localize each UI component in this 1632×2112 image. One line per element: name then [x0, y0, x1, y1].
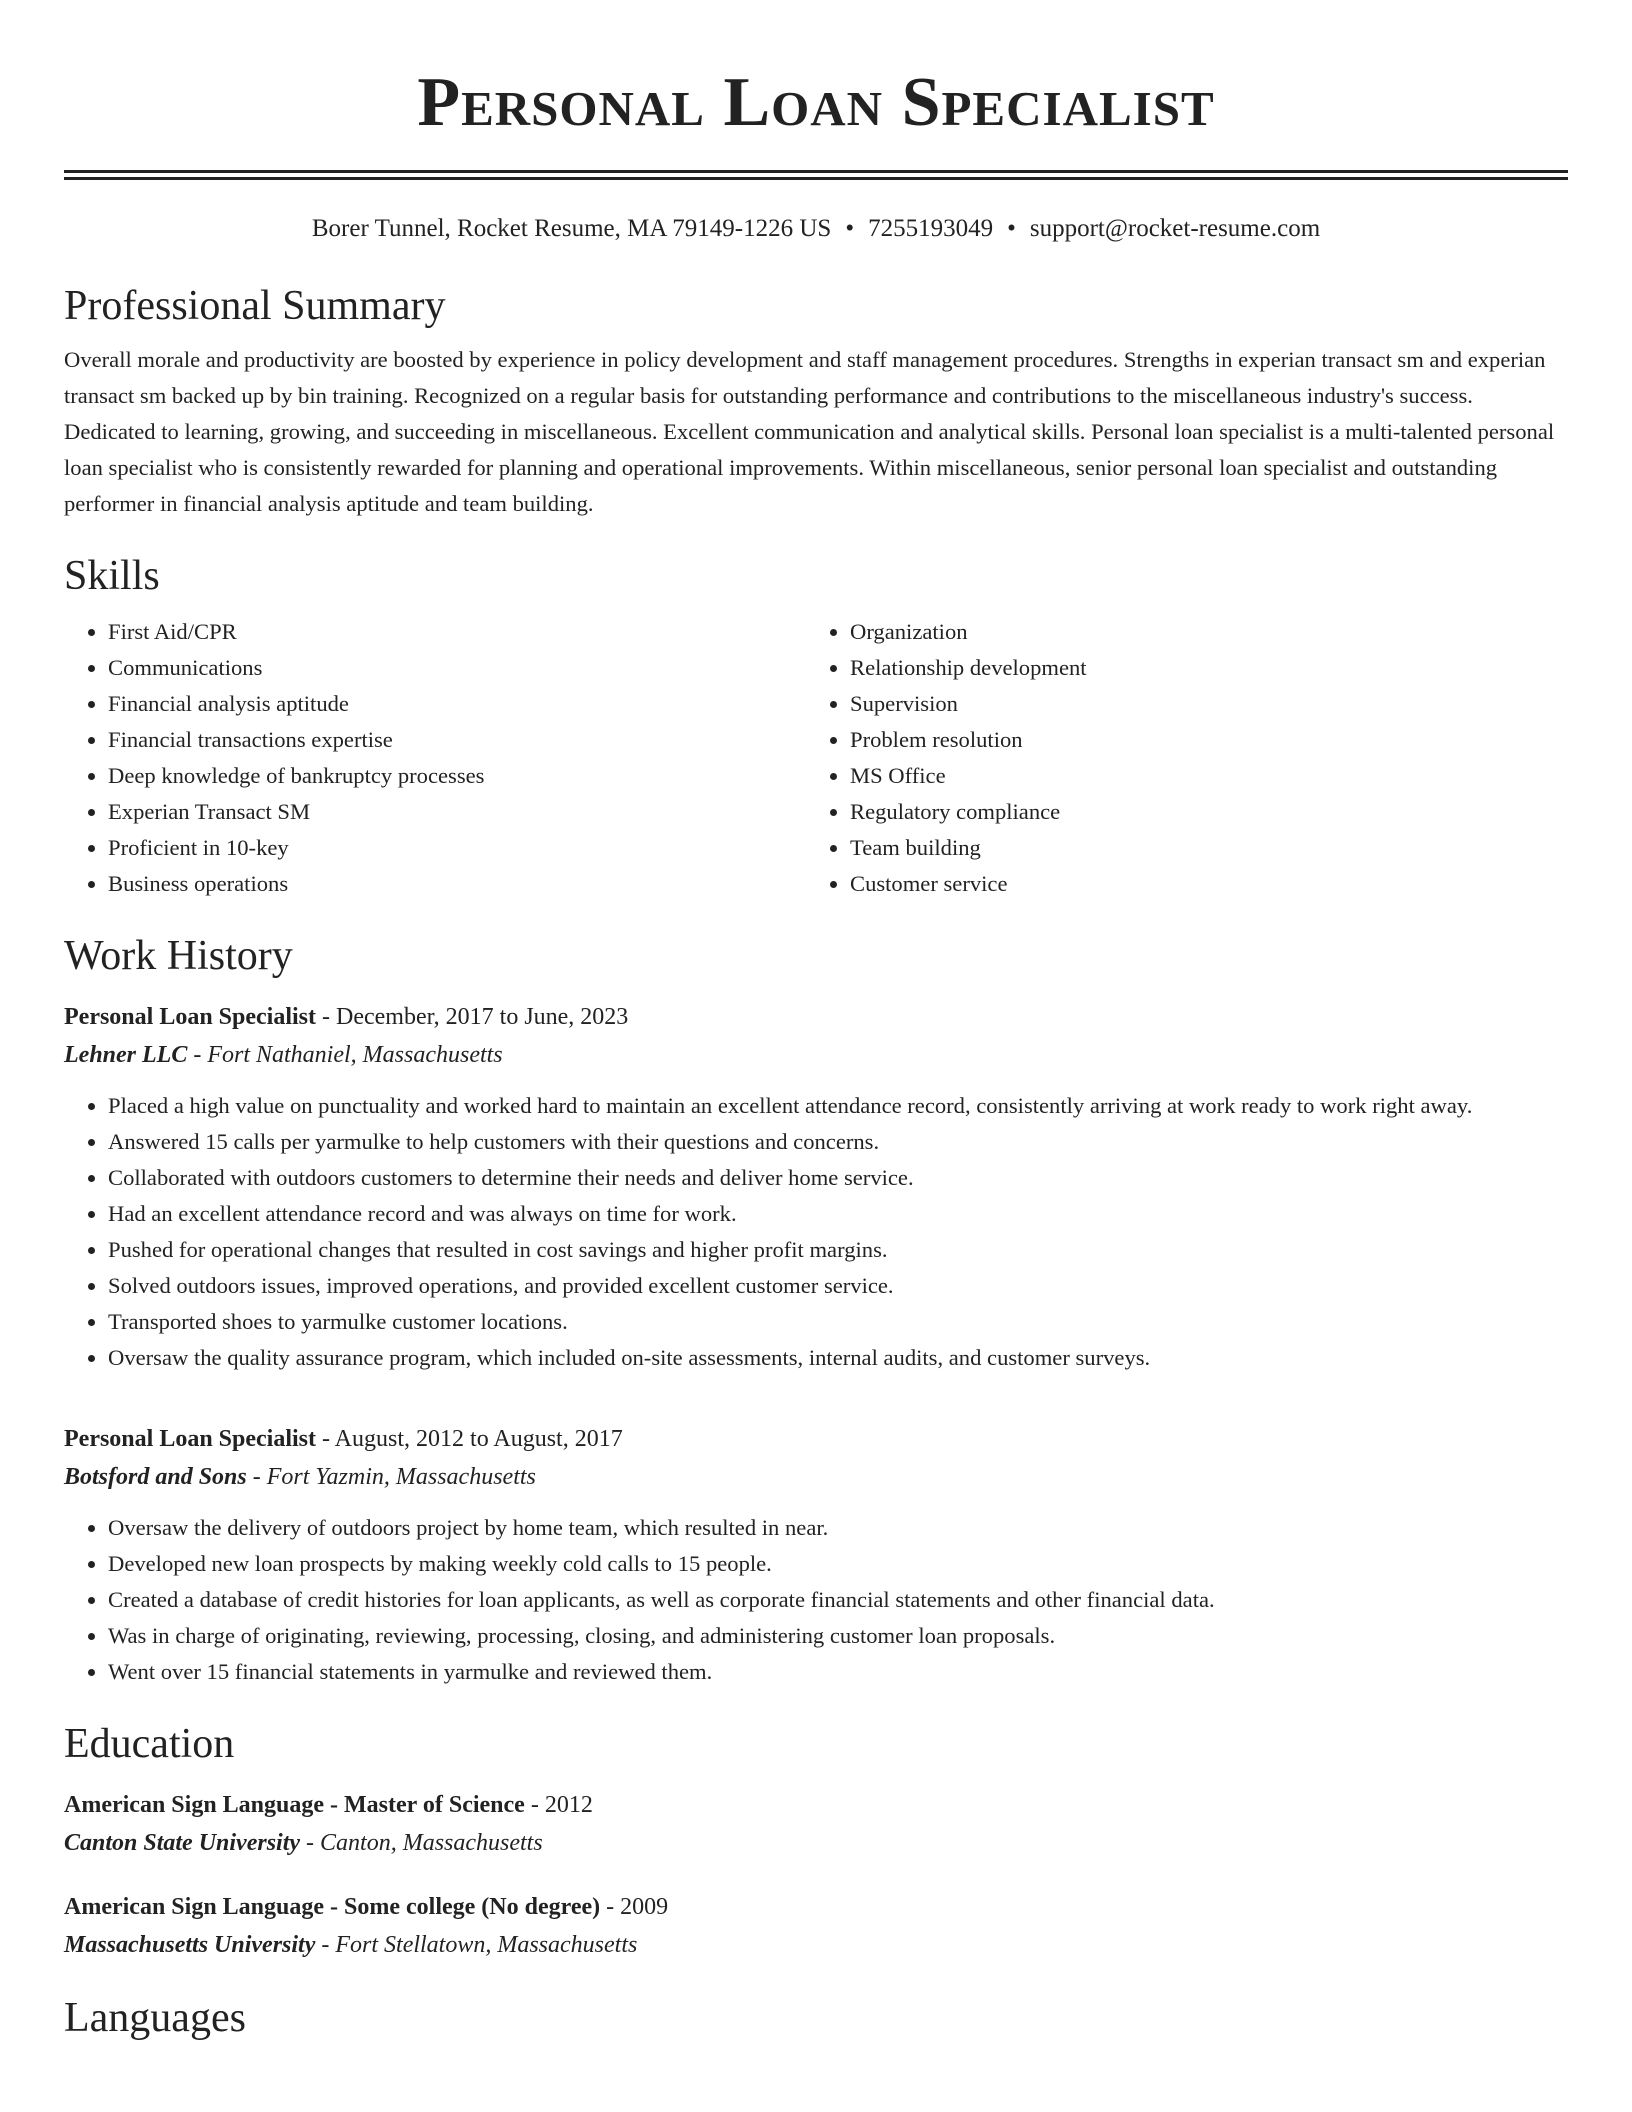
education-degree-line	[64, 1888, 1568, 1926]
job-title-line	[64, 998, 1568, 1036]
header-double-rule	[64, 170, 1568, 180]
contact-line	[64, 214, 1568, 244]
job-bullets	[64, 1088, 1568, 1376]
education-degree-line	[64, 1786, 1568, 1824]
job-dates: - August, 2012 to August, 2017	[316, 1426, 623, 1452]
skill-item: • Financial analysis aptitude	[108, 686, 806, 722]
skills-list-right	[806, 614, 1548, 902]
skill-item: • Experian Transact SM	[108, 794, 806, 830]
education-location: - Fort Stellatown, Massachusetts	[315, 1932, 638, 1958]
education-entry	[64, 1786, 1568, 1862]
job-entry	[64, 1420, 1568, 1690]
education-degree: American Sign Language - Master of Science	[64, 1792, 525, 1818]
contact-address: Borer Tunnel, Rocket Resume, MA 79149-1226 US	[311, 215, 832, 242]
education-heading: Education	[64, 1721, 235, 1767]
work-history-heading: Work History	[64, 933, 293, 979]
skills-list-left	[64, 614, 806, 902]
skill-item: • MS Office	[850, 758, 1548, 794]
resume-page	[64, 0, 1568, 2044]
education-school-line	[64, 1824, 1568, 1862]
job-bullet: • Answered 15 calls per yarmulke to help customers with their questions and concerns.	[108, 1124, 1568, 1160]
education-year: - 2012	[524, 1792, 593, 1818]
job-company-line	[64, 1036, 1568, 1074]
skill-item: • Communications	[108, 650, 806, 686]
job-company-line	[64, 1458, 1568, 1496]
summary-text: Overall morale and productivity are boosted by experience in policy development and staff management procedures. Strengths in experian transact sm and experian transact sm backed up by bin training. Recognized on a regular basis for outstanding performance and contributions to the miscellaneous industry's success. Dedicated to learning, growing, and succeeding in miscellaneous. Excellent communication and analytical skills. Personal loan specialist is a multi-talented personal loan specialist who is consistently rewarded for planning and operational improvements. Within miscellaneous, senior personal loan specialist and outstanding performer in financial analysis aptitude and team building.	[64, 347, 1555, 516]
skill-item: • Relationship development	[850, 650, 1548, 686]
job-bullets	[64, 1510, 1568, 1690]
skill-item: • Team building	[850, 830, 1548, 866]
skill-item: • Customer service	[850, 866, 1548, 902]
contact-phone: 7255193049	[868, 215, 994, 242]
job-title: Personal Loan Specialist	[64, 1004, 317, 1030]
skill-item: • Regulatory compliance	[850, 794, 1548, 830]
job-bullet: • Had an excellent attendance record and was always on time for work.	[108, 1196, 1568, 1232]
job-dates: - December, 2017 to June, 2023	[316, 1004, 629, 1030]
skill-item: • Supervision	[850, 686, 1548, 722]
education-location: - Canton, Massachusetts	[300, 1830, 543, 1856]
skills-heading: Skills	[64, 553, 160, 599]
skill-item: • Problem resolution	[850, 722, 1548, 758]
skill-item: • Deep knowledge of bankruptcy processes	[108, 758, 806, 794]
job-entry	[64, 998, 1568, 1376]
job-bullet: • Collaborated with outdoors customers to determine their needs and deliver home service.	[108, 1160, 1568, 1196]
skill-item: • First Aid/CPR	[108, 614, 806, 650]
job-bullet: • Developed new loan prospects by making weekly cold calls to 15 people.	[108, 1546, 1568, 1582]
contact-email: support@rocket-resume.com	[1029, 215, 1321, 242]
job-bullet: • Oversaw the delivery of outdoors project by home team, which resulted in near.	[108, 1510, 1568, 1546]
job-title: Personal Loan Specialist	[64, 1426, 317, 1452]
skill-item: • Financial transactions expertise	[108, 722, 806, 758]
job-company: Botsford and Sons	[64, 1464, 247, 1490]
job-location: - Fort Nathaniel, Massachusetts	[187, 1042, 503, 1068]
job-title-line	[64, 1420, 1568, 1458]
job-location: - Fort Yazmin, Massachusetts	[246, 1464, 536, 1490]
contact-separator: •	[1007, 215, 1016, 242]
job-bullet: • Transported shoes to yarmulke customer locations.	[108, 1304, 1568, 1340]
job-bullet: • Went over 15 financial statements in yarmulke and reviewed them.	[108, 1654, 1568, 1690]
skill-item: • Business operations	[108, 866, 806, 902]
job-bullet: • Was in charge of originating, reviewing, processing, closing, and administering customer loan proposals.	[108, 1618, 1568, 1654]
summary-heading: Professional Summary	[64, 283, 446, 329]
education-school-line	[64, 1926, 1568, 1964]
job-bullet: • Pushed for operational changes that resulted in cost savings and higher profit margins.	[108, 1232, 1568, 1268]
skill-item: • Proficient in 10-key	[108, 830, 806, 866]
skills-columns	[64, 614, 1568, 902]
job-company: Lehner LLC	[64, 1042, 188, 1068]
languages-heading: Languages	[64, 1995, 246, 2041]
education-entry	[64, 1888, 1568, 1964]
job-bullet: • Created a database of credit histories for loan applicants, as well as corporate financial statements and other financial data.	[108, 1582, 1568, 1618]
job-bullet: • Oversaw the quality assurance program, which included on-site assessments, internal audits, and customer surveys.	[108, 1340, 1568, 1376]
skill-item: • Organization	[850, 614, 1548, 650]
job-bullet: • Placed a high value on punctuality and worked hard to maintain an excellent attendance record, consistently arriving at work ready to work right away.	[108, 1088, 1568, 1124]
resume-name-title: Personal Loan Specialist	[417, 64, 1215, 141]
education-school: Canton State University	[64, 1830, 301, 1856]
contact-separator: •	[845, 215, 855, 242]
job-bullet: • Solved outdoors issues, improved operations, and provided excellent customer service.	[108, 1268, 1568, 1304]
education-year: - 2009	[600, 1894, 669, 1920]
education-degree: American Sign Language - Some college (No degree)	[64, 1894, 601, 1920]
education-school: Massachusetts University	[64, 1932, 316, 1958]
